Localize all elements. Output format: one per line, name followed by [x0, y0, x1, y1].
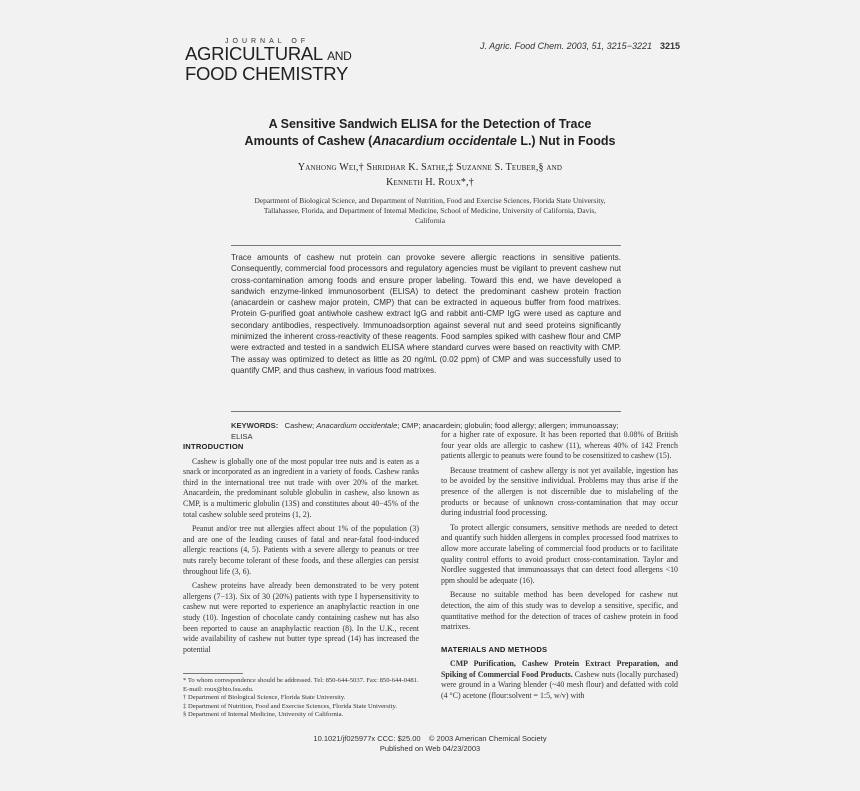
footnote-double-dagger: ‡ Department of Nutrition, Food and Exercise Sciences, Florida State University.	[183, 702, 398, 710]
title-line-2	[180, 133, 680, 150]
page-number: 3215	[659, 41, 680, 51]
intro-paragraph-5: Because treatment of cashew allergy is not yet available, ingestion has to be avoided by the sensitive individual. Problems may thus arise if the presence of the allergen is not discernible due to mislabeling of the products or because of unknown cross-contamination that may occur during industrial food processing.	[441, 465, 678, 518]
keywords-pre: Cashew;	[284, 421, 317, 430]
masthead-and: AND	[327, 49, 352, 63]
title-line-2a: Amounts of Cashew (	[244, 134, 373, 148]
article-title	[180, 116, 680, 150]
intro-paragraph-2: Peanut and/or tree nut allergies affect about 1% of the population (3) and are one of the leading causes of fatal and near-fatal food-induced allergic reactions (4, 5). Patients with a severe allergy to peanuts or tree nuts rarely become tolerant of these foods, and these allergies can persist throughout life (3, 6).	[183, 524, 419, 576]
intro-paragraph-6: To protect allergic consumers, sensitive methods are needed to detect and quantify such hidden allergens in complex processed food matrixes to allow more accurate labeling of commercial food products or to facilitate quality control efforts to avoid product cross-contamination. Taylor and Nordlee suggested that immunoassays that can detect food allergens <10 ppm should be adequate (16).	[441, 522, 678, 585]
title-species: Anacardium occidentale	[372, 134, 517, 148]
masthead-line-agricultural	[185, 45, 355, 65]
footnote-section: § Department of Internal Medicine, University of California.	[183, 711, 344, 719]
publication-date: Published on Web 04/23/2003	[379, 743, 481, 753]
column-right	[441, 430, 678, 706]
affiliations: Department of Biological Science, and Department of Nutrition, Food and Exercise Sciences, Florida State University, Tallahassee, Florida, and Department of Internal Medicine, School of Medicine, University of California, Davis, California	[254, 196, 606, 225]
masthead-food-chemistry: FOOD CHEMISTRY	[185, 63, 348, 84]
introduction-heading: INTRODUCTION	[183, 442, 244, 451]
methods-text: Cashew nuts (locally purchased) were ground in a Waring blender (~40 mesh flour) and defatted with cold (4 °C) acetone (flour:solvent = 1:5, w/v) with	[441, 669, 678, 701]
citation-header	[480, 41, 680, 51]
methods-paragraph-1	[441, 659, 678, 701]
page-footer	[230, 734, 630, 753]
abstract: Trace amounts of cashew nut protein can provoke severe allergic reactions in sensitive patients. Consequently, commercial food processors and regulatory agencies must be vigilant to prevent cashew nut cross-contamination among foods and ensure proper labeling. Toward this end, we have developed a sandwich enzyme-linked immunosorbent (ELISA) to detect the predominant cashew protein fraction (anacardein or cashew major protein, CMP) that can be extracted in aqueous buffer from food matrixes. Protein G-purified goat antiwhole cashew extract IgG and rabbit anti-CMP IgG were used as capture and secondary antibodies, respectively. Immunoadsorption against several nut and seed proteins significantly minimized the inherent cross-reactivity of these reagents. Food samples spiked with cashew flour and CMP were extracted and tested in a sandwich ELISA where standard curves were based on reactivity with CMP. The assay was optimized to detect as little as 20 ng/mL (0.02 ppm) of CMP and was successfully used to quantify CMP, and thus cashew, in various food matrixes.	[231, 253, 621, 375]
footnotes	[183, 677, 419, 720]
footnote-rule	[183, 673, 243, 674]
methods-heading: MATERIALS AND METHODS	[441, 644, 548, 654]
author-list	[180, 160, 680, 190]
methods-subheading: CMP Purification, Cashew Protein Extract Preparation, and Spiking of Commercial Food Products.	[441, 659, 678, 679]
keywords-post: ; CMP; anacardein; globulin; food allergy; allergen; immunoassay; ELISA	[231, 421, 619, 441]
doi-copyright: 10.1021/jf025977x CCC: $25.00 © 2003 American Chemical Society	[313, 734, 547, 743]
column-left	[183, 442, 419, 659]
journal-masthead	[185, 38, 355, 82]
footnote-dagger: † Department of Biological Science, Florida State University.	[183, 694, 346, 702]
title-line-1: A Sensitive Sandwich ELISA for the Detection of Trace	[268, 117, 592, 131]
intro-paragraph-7: Because no suitable method has been developed for cashew nut detection, the aim of this study was to develop a sensitive, specific, and quantitative method for the detection of traces of cashew protein in food matrixes.	[441, 590, 678, 632]
title-line-2b: L.) Nut in Foods	[516, 134, 616, 148]
authors-line-2: Kenneth H. Roux*,†	[386, 177, 474, 188]
intro-paragraph-3: Cashew proteins have already been demonstrated to be very potent allergens (7−13). Six of 30 (20%) patients with type I hypersensitivity to cashew nut were reported to experience an anaphylactic reaction in one study (10). Ingestion of chocolate candy containing cashew nut has also been reported to cause an anaphylactic reaction (8). In the U.K., recent wide availability of cashew nut butter type spread (14) has increased the potential	[183, 581, 419, 654]
abstract-bottom-rule	[231, 411, 621, 412]
abstract-top-rule	[231, 245, 621, 246]
keywords-species: Anacardium occidentale	[316, 421, 398, 430]
footnote-correspondence: * To whom correspondence should be addressed. Tel: 850-644-5037. Fax: 850-644-0481. E-mail: roux@bio.fsu.edu.	[183, 677, 419, 693]
intro-paragraph-1: Cashew is globally one of the most popular tree nuts and is eaten as a snack or incorporated as an ingredient in a variety of foods. Cashew ranks third in the international tree nut trade with over 20% of the market. Anacardein, the predominant soluble globulin in cashew, also known as CMP, is a multimeric globulin (13S) and constitutes about 40−45% of the total cashew soluble seed proteins (1, 2).	[183, 456, 419, 519]
masthead-agricultural: AGRICULTURAL	[185, 43, 323, 64]
masthead-journal-of: JOURNAL OF	[225, 38, 310, 45]
intro-paragraph-4: for a higher rate of exposure. It has been reported that 0.08% of British four year olds are allergic to cashew (11), whereas 40% of 142 French patients allergic to peanuts were found to be cosensitized to cashew (15).	[441, 430, 678, 461]
keywords-label: KEYWORDS:	[231, 421, 279, 430]
citation-text: J. Agric. Food Chem. 2003, 51, 3215−3221	[479, 41, 652, 51]
authors-line-1: Yanhong Wei,† Shridhar K. Sathe,‡ Suzanne S. Teuber,§ and	[297, 162, 563, 173]
